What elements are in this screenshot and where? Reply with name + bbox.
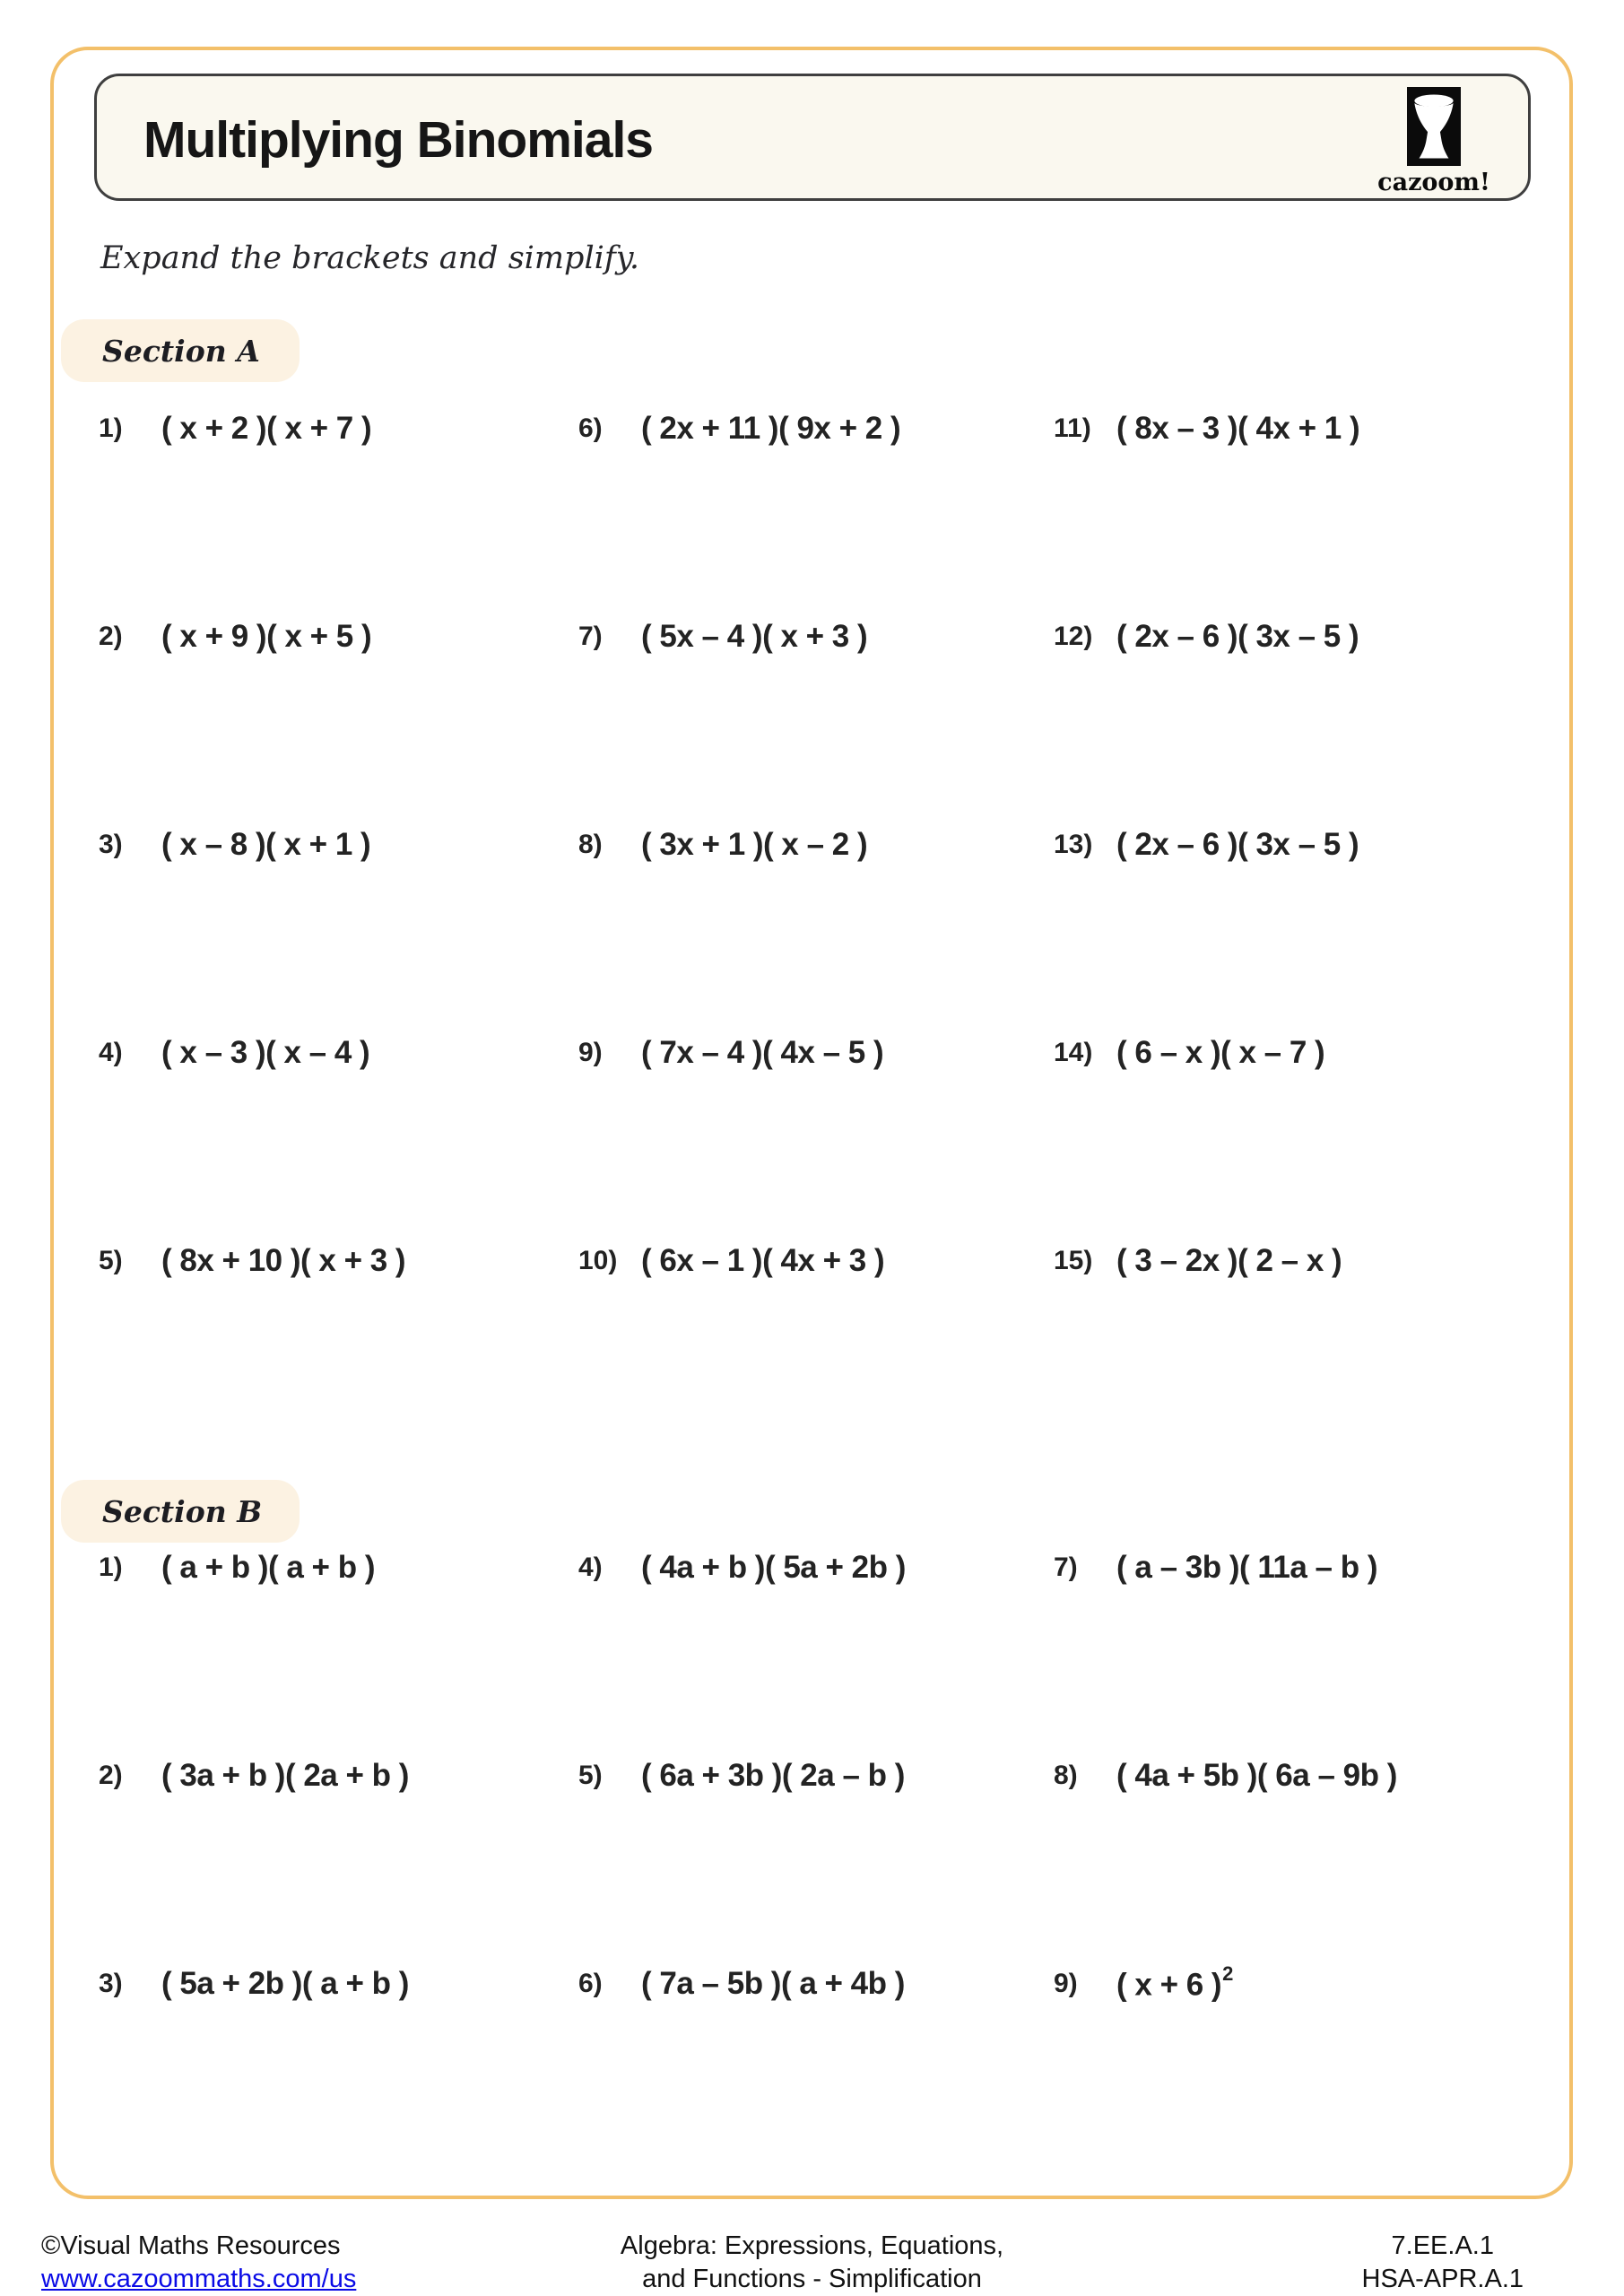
problem-expression: ( 3 – 2x )( 2 – x ) [1116, 1243, 1342, 1278]
problem-b-8 [1054, 1758, 1551, 1966]
problem-expression: ( a – 3b )( 11a – b ) [1116, 1550, 1377, 1585]
problem-number: 2) [99, 622, 123, 651]
problem-expression: ( 6a + 3b )( 2a – b ) [641, 1758, 905, 1793]
problem-expression: ( 8x – 3 )( 4x + 1 ) [1116, 411, 1360, 446]
problem-expression: ( x + 2 )( x + 7 ) [161, 411, 372, 446]
problem-a-4 [99, 1035, 578, 1243]
problem-b-5 [578, 1758, 1054, 1966]
website-link[interactable]: www.cazoommaths.com/us [41, 2265, 357, 2293]
problem-number: 13) [1054, 830, 1093, 859]
problem-expression: ( x – 3 )( x – 4 ) [161, 1035, 370, 1070]
problem-expression: ( a + b )( a + b ) [161, 1550, 375, 1585]
problem-expression: ( 7a – 5b )( a + 4b ) [641, 1966, 905, 2001]
problem-a-9 [578, 1035, 1054, 1243]
djembe-drum-icon [1407, 87, 1461, 166]
problem-number: 15) [1054, 1246, 1093, 1275]
problem-number: 5) [578, 1761, 603, 1790]
problem-a-6 [578, 411, 1054, 619]
problem-b-4 [578, 1550, 1054, 1758]
cazoom-logo [1367, 87, 1501, 196]
problem-expression: ( 5a + 2b )( a + b ) [161, 1966, 409, 2001]
problem-expression: ( 4a + 5b )( 6a – 9b ) [1116, 1758, 1397, 1793]
problem-expression: ( 4a + b )( 5a + 2b ) [641, 1550, 906, 1585]
problem-a-1 [99, 411, 578, 619]
problem-b-1 [99, 1550, 578, 1758]
problem-a-14 [1054, 1035, 1551, 1243]
exponent: 2 [1222, 1962, 1233, 1985]
topic-line-2: and Functions - Simplification [642, 2265, 982, 2293]
problem-number: 3) [99, 1969, 123, 1998]
problem-number: 2) [99, 1761, 123, 1790]
problem-a-7 [578, 619, 1054, 827]
problem-number: 5) [99, 1246, 123, 1275]
problem-b-7 [1054, 1550, 1551, 1758]
problem-a-13 [1054, 827, 1551, 1035]
section-b-label: Section B [102, 1493, 263, 1529]
problem-number: 11) [1054, 413, 1091, 443]
problem-number: 10) [578, 1246, 618, 1275]
problem-number: 12) [1054, 622, 1093, 651]
problem-number: 4) [578, 1552, 603, 1582]
problem-a-8 [578, 827, 1054, 1035]
problem-number: 8) [578, 830, 603, 859]
problem-number: 1) [99, 1552, 123, 1582]
section-a-label: Section A [102, 333, 260, 369]
problem-b-2 [99, 1758, 578, 1966]
section-a-header [61, 319, 300, 382]
problem-number: 7) [578, 622, 603, 651]
problem-expression: ( x + 9 )( x + 5 ) [161, 619, 372, 654]
problem-number: 4) [99, 1038, 123, 1067]
problem-expression: ( 6 – x )( x – 7 ) [1116, 1035, 1325, 1070]
copyright-text: ©Visual Maths Resources [41, 2231, 341, 2260]
problem-number: 1) [99, 413, 123, 443]
problem-a-15 [1054, 1243, 1551, 1451]
problem-number: 3) [99, 830, 123, 859]
problem-number: 6) [578, 413, 603, 443]
problem-b-9 [1054, 1962, 1551, 2174]
problem-expression: ( 3a + b )( 2a + b ) [161, 1758, 409, 1793]
standard-code-2: HSA-APR.A.1 [1361, 2265, 1524, 2293]
problem-expression: ( 2x + 11 )( 9x + 2 ) [641, 411, 901, 446]
standard-code-1: 7.EE.A.1 [1391, 2231, 1494, 2260]
problem-b-3 [99, 1966, 578, 2174]
section-a-problems [99, 411, 1551, 1451]
problem-a-12 [1054, 619, 1551, 827]
problem-a-11 [1054, 411, 1551, 619]
problem-number: 9) [1054, 1969, 1078, 1998]
problem-a-5 [99, 1243, 578, 1451]
page-title: Multiplying Binomials [143, 111, 654, 169]
section-b-header [61, 1480, 300, 1543]
problem-expression: ( x – 8 )( x + 1 ) [161, 827, 371, 862]
instruction-text: Expand the brackets and simplify. [100, 240, 640, 276]
section-b-problems [99, 1550, 1551, 2174]
problem-expression [1116, 1962, 1233, 2004]
problem-b-6 [578, 1966, 1054, 2174]
footer-standards [1362, 2230, 1524, 2296]
title-box [94, 74, 1531, 201]
topic-line-1: Algebra: Expressions, Equations, [620, 2231, 1004, 2260]
problem-expression: ( 5x – 4 )( x + 3 ) [641, 619, 868, 654]
problem-expression: ( 3x + 1 )( x – 2 ) [641, 827, 868, 862]
problem-number: 9) [578, 1038, 603, 1067]
problem-a-2 [99, 619, 578, 827]
problem-a-10 [578, 1243, 1054, 1451]
problem-a-3 [99, 827, 578, 1035]
problem-expression: ( 8x + 10 )( x + 3 ) [161, 1243, 406, 1278]
expression-base: ( x + 6 ) [1116, 1967, 1222, 2003]
problem-number: 8) [1054, 1761, 1078, 1790]
problem-expression: ( 6x – 1 )( 4x + 3 ) [641, 1243, 885, 1278]
problem-expression: ( 7x – 4 )( 4x – 5 ) [641, 1035, 884, 1070]
problem-expression: ( 2x – 6 )( 3x – 5 ) [1116, 827, 1359, 862]
problem-number: 6) [578, 1969, 603, 1998]
problem-number: 7) [1054, 1552, 1078, 1582]
problem-number: 14) [1054, 1038, 1093, 1067]
logo-wordmark: cazoom! [1377, 169, 1490, 196]
problem-expression: ( 2x – 6 )( 3x – 5 ) [1116, 619, 1359, 654]
